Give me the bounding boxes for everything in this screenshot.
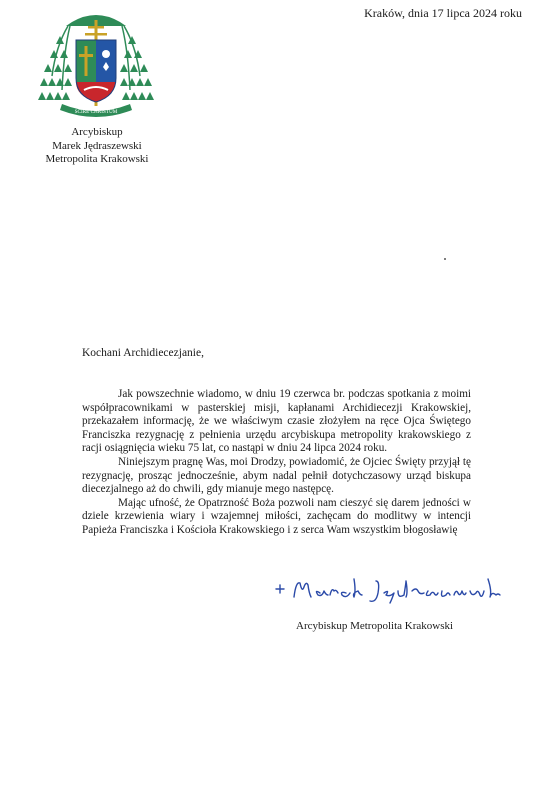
issuer-block — [36, 126, 158, 167]
paragraph: Jak powszechnie wiadomo, w dniu 19 czerwca br. podczas spotkania z moimi współpracownikami w pasterskiej misji, kapłanami Archidiecezji Krakowskiej, przekazałem informację, że we właściwym czasie złożyłem na ręce Ojca Świętego Franciszka rezygnację z pełnienia urzędu arcybiskupa metropolity krakowskiego z racji osiągnięcia wieku 75 lat, co nastąpi w dniu 24 lipca 2024 roku. — [82, 388, 471, 455]
motto-text: SCIRE CHRISTUM — [74, 109, 118, 115]
date-line: Kraków, dnia 17 lipca 2024 roku — [364, 6, 522, 20]
scan-speck — [444, 258, 446, 260]
letter-body — [82, 388, 471, 538]
shield — [76, 40, 116, 102]
salutation: Kochani Archidiecezjanie, — [82, 347, 204, 359]
handwritten-signature — [272, 573, 508, 607]
coat-of-arms-icon — [38, 6, 154, 120]
issuer-office: Metropolita Krakowski — [45, 153, 149, 165]
issuer-name: Marek Jędraszewski — [52, 139, 142, 152]
paragraph: Niniejszym pragnę Was, moi Drodzy, powiadomić, że Ojciec Święty przyjął tę rezygnację, prosząc jednocześnie, abym nadal pełnił dotychczasowy urząd biskupa diecezjalnego aż do chwili, gdy mianuje mego następcę. — [82, 455, 471, 496]
issuer-title: Arcybiskup — [71, 126, 123, 138]
paragraph: Mając ufność, że Opatrzność Boża pozwoli nam cieszyć się darem jedności w dziele krzewienia wiary i wzajemnej miłości, zachęcam do modlitwy w intencji Papieża Franciszka i Kościoła Krakowskiego i z serca Wam wszystkim błogosławię — [82, 496, 471, 536]
signature-caption: Arcybiskup Metropolita Krakowski — [296, 620, 454, 632]
